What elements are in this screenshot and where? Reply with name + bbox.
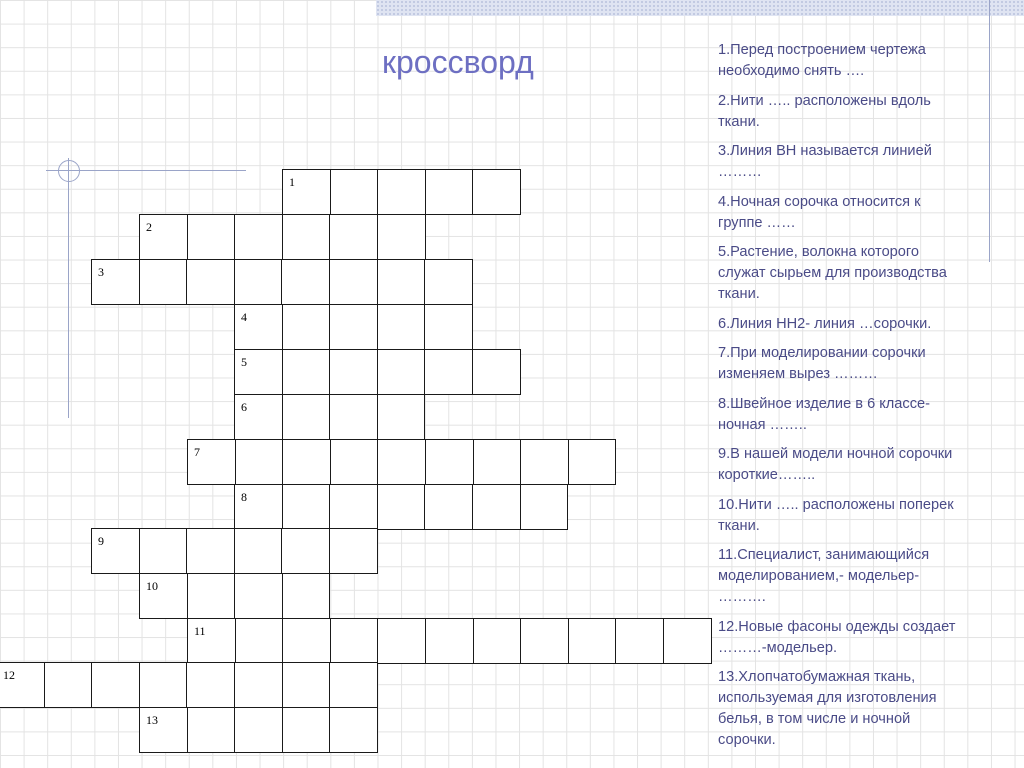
crossword-cell-9-4[interactable] — [234, 528, 283, 574]
crossword-cell-10-2[interactable] — [187, 573, 236, 619]
crossword-cell-1-1[interactable] — [282, 169, 331, 215]
crossword-cell-12-4[interactable] — [139, 662, 188, 708]
clue-10: 10.Нити ….. расположены поперек ткани. — [718, 496, 954, 534]
clue-4: 4.Ночная сорочка относится к группе …… — [718, 193, 921, 231]
header-band — [376, 0, 1024, 16]
clue-12: 12.Новые фасоны одежды создает ………-модельер. — [718, 618, 956, 656]
crossword-cell-11-8[interactable] — [520, 618, 569, 664]
crossword-cell-7-7[interactable] — [473, 439, 522, 485]
crossword-cell-10-4[interactable] — [282, 573, 331, 619]
crossword-cell-2-3[interactable] — [234, 214, 283, 260]
crossword-cell-11-2[interactable] — [235, 618, 284, 664]
crossword-cell-7-3[interactable] — [282, 439, 331, 485]
crossword-cell-8-6[interactable] — [472, 484, 521, 530]
crossword-cell-13-3[interactable] — [234, 707, 283, 753]
clue-13: 13.Хлопчатобумажная ткань, используемая для изготовления белья, в том числе и ночной сорочки. — [718, 669, 937, 748]
crossword-cell-7-8[interactable] — [520, 439, 569, 485]
crossword-cell-12-2[interactable] — [44, 662, 93, 708]
crossword-cell-8-4[interactable] — [377, 484, 426, 530]
crossword-number: 13 — [146, 713, 158, 727]
crossword-cell-3-6[interactable] — [329, 259, 378, 305]
crossword-cell-4-4[interactable] — [377, 304, 426, 350]
crossword-cell-7-1[interactable] — [187, 439, 236, 485]
crossword-cell-6-3[interactable] — [329, 394, 378, 440]
crossword-cell-3-7[interactable] — [377, 259, 426, 305]
crossword-number: 4 — [241, 310, 247, 324]
crossword-cell-2-6[interactable] — [377, 214, 426, 260]
crossword-cell-8-7[interactable] — [520, 484, 569, 530]
clue-3: 3.Линия ВН называется линией ……… — [718, 143, 932, 180]
crossword-number: 5 — [241, 355, 247, 369]
crossword-cell-3-8[interactable] — [424, 259, 473, 305]
crossword-cell-1-5[interactable] — [472, 169, 521, 215]
crossword-cell-11-1[interactable] — [187, 618, 236, 664]
crossword-cell-12-3[interactable] — [91, 662, 140, 708]
crossword-cell-4-5[interactable] — [424, 304, 473, 350]
crossword-cell-9-5[interactable] — [281, 528, 330, 574]
crossword-cell-11-11[interactable] — [663, 618, 712, 664]
clue-11: 11.Специалист, занимающийся моделированием,- модельер- ………. — [718, 547, 930, 605]
crossword-number: 9 — [98, 534, 104, 548]
decorative-line-left — [68, 158, 69, 418]
crossword-cell-11-5[interactable] — [377, 618, 426, 664]
crossword-cell-3-1[interactable] — [91, 259, 140, 305]
clue-8: 8.Швейное изделие в 6 классе- ночная …….. — [718, 395, 930, 433]
crossword-number: 8 — [241, 490, 247, 504]
crossword-cell-5-5[interactable] — [424, 349, 473, 395]
crossword-cell-2-2[interactable] — [187, 214, 236, 260]
crossword-number: 6 — [241, 400, 247, 414]
crossword-cell-1-3[interactable] — [377, 169, 426, 215]
crossword-cell-5-2[interactable] — [282, 349, 331, 395]
crossword-cell-10-1[interactable] — [139, 573, 188, 619]
clue-5: 5.Растение, волокна которого служат сырьем для производства ткани. — [718, 244, 947, 302]
crossword-cell-8-2[interactable] — [282, 484, 331, 530]
crossword-number: 10 — [146, 579, 158, 593]
crossword-cell-8-1[interactable] — [234, 484, 283, 530]
crossword-cell-11-4[interactable] — [330, 618, 379, 664]
crossword-cell-9-1[interactable] — [91, 528, 140, 574]
crossword-cell-3-3[interactable] — [186, 259, 235, 305]
crossword-cell-12-5[interactable] — [186, 662, 235, 708]
crossword-cell-4-2[interactable] — [282, 304, 331, 350]
crossword-cell-3-5[interactable] — [281, 259, 330, 305]
crossword-cell-5-1[interactable] — [234, 349, 283, 395]
crossword-cell-13-1[interactable] — [139, 707, 188, 753]
crossword-cell-9-3[interactable] — [186, 528, 235, 574]
crossword-cell-2-5[interactable] — [329, 214, 378, 260]
crossword-cell-5-6[interactable] — [472, 349, 521, 395]
crossword-cell-8-3[interactable] — [329, 484, 378, 530]
crossword-number: 2 — [146, 220, 152, 234]
clue-9: 9.В нашей модели ночной сорочки короткие…….. — [718, 446, 953, 483]
crossword-cell-1-2[interactable] — [330, 169, 379, 215]
page-title: кроссворд — [382, 44, 534, 80]
crossword-cell-4-3[interactable] — [329, 304, 378, 350]
circle-icon — [58, 160, 80, 182]
crossword-cell-11-3[interactable] — [282, 618, 331, 664]
crossword-cell-12-7[interactable] — [282, 662, 331, 708]
crossword-cell-9-2[interactable] — [139, 528, 188, 574]
crossword-cell-12-1[interactable] — [0, 662, 45, 708]
clue-1: 1.Перед построением чертежа необходимо снять …. — [718, 42, 926, 79]
crossword-cell-11-6[interactable] — [425, 618, 474, 664]
crossword-cell-6-2[interactable] — [282, 394, 331, 440]
crossword-cell-2-1[interactable] — [139, 214, 188, 260]
crossword-cell-3-2[interactable] — [139, 259, 188, 305]
crossword-cell-4-1[interactable] — [234, 304, 283, 350]
crossword-cell-13-5[interactable] — [329, 707, 378, 753]
crossword-cell-7-6[interactable] — [425, 439, 474, 485]
crossword-cell-8-5[interactable] — [424, 484, 473, 530]
crossword-number: 7 — [194, 445, 200, 459]
crossword-cell-10-3[interactable] — [234, 573, 283, 619]
crossword-cell-13-2[interactable] — [187, 707, 236, 753]
clue-7: 7.При моделировании сорочки изменяем вырез ……… — [718, 345, 926, 382]
crossword-cell-7-9[interactable] — [568, 439, 617, 485]
crossword-cell-5-4[interactable] — [377, 349, 426, 395]
crossword-number: 11 — [194, 624, 206, 638]
crossword-cell-6-4[interactable] — [377, 394, 426, 440]
crossword-cell-5-3[interactable] — [329, 349, 378, 395]
crossword-cell-12-8[interactable] — [329, 662, 378, 708]
crossword-cell-11-10[interactable] — [615, 618, 664, 664]
crossword-cell-3-4[interactable] — [234, 259, 283, 305]
crossword-number: 3 — [98, 265, 104, 279]
crossword-cell-9-6[interactable] — [329, 528, 378, 574]
crossword-cell-7-5[interactable] — [377, 439, 426, 485]
crossword-number: 12 — [3, 668, 15, 682]
crossword-cell-1-4[interactable] — [425, 169, 474, 215]
clue-list — [718, 40, 1018, 751]
crossword-cell-6-1[interactable] — [234, 394, 283, 440]
clue-2: 2.Нити ….. расположены вдоль ткани. — [718, 92, 931, 130]
crossword-cell-11-9[interactable] — [568, 618, 617, 664]
crossword-cell-11-7[interactable] — [473, 618, 522, 664]
crossword-cell-2-4[interactable] — [282, 214, 331, 260]
clue-6: 6.Линия НН2- линия …сорочки. — [718, 315, 932, 332]
crossword-number: 1 — [289, 175, 295, 189]
crossword-cell-13-4[interactable] — [282, 707, 331, 753]
crossword-cell-7-2[interactable] — [235, 439, 284, 485]
crossword-cell-12-6[interactable] — [234, 662, 283, 708]
crossword-cell-7-4[interactable] — [330, 439, 379, 485]
